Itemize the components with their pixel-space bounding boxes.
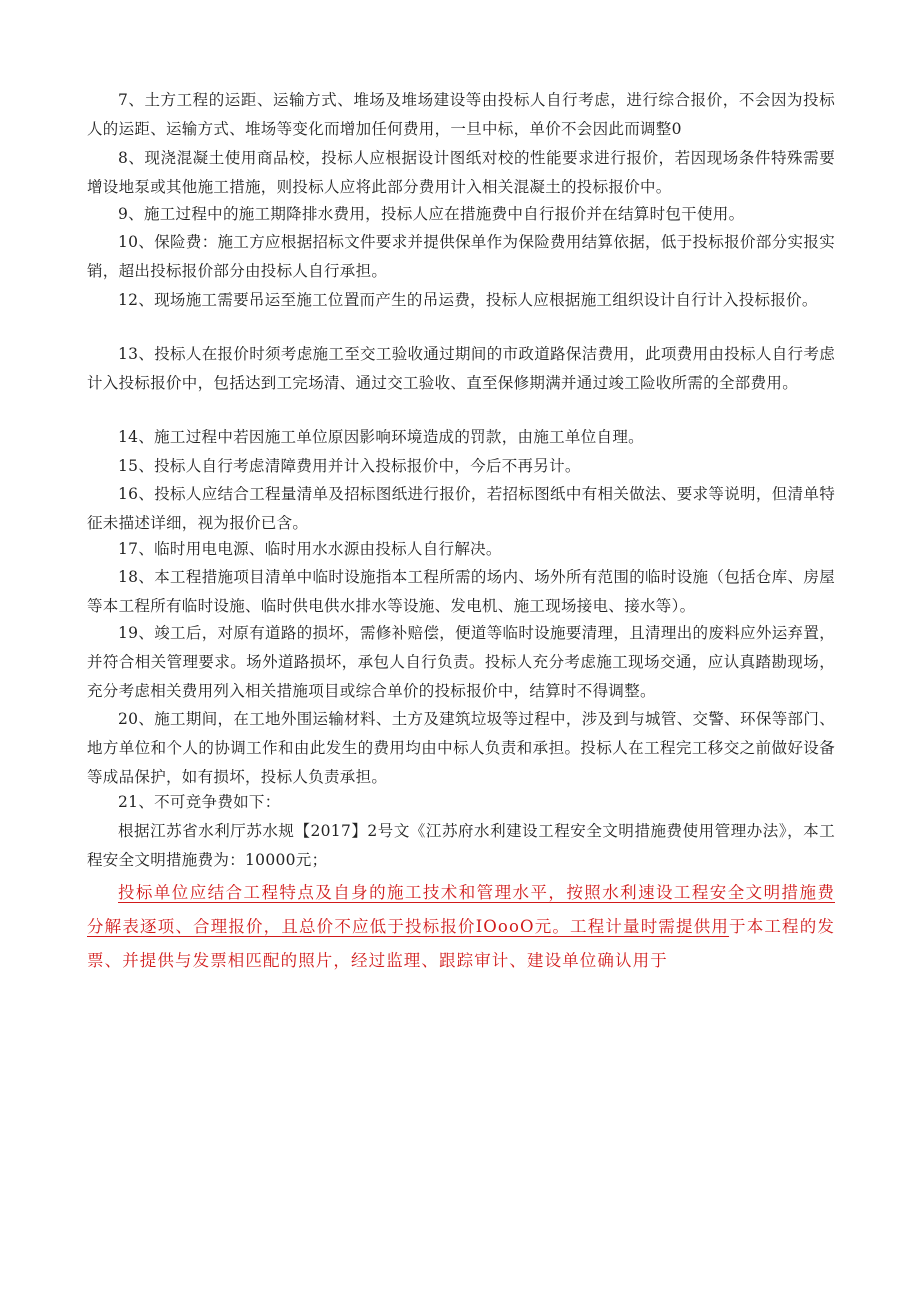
clause-21: 21、不可竞争费如下：: [118, 793, 281, 811]
clause-8: 8、现浇混凝土使用商品校，投标人应根据设计图纸对校的性能要求进行报价，若因现场条件特殊需要增设地泵或其他施工措施，则投标人应将此部分费用计入相关混凝土的投标报价中。: [87, 149, 835, 196]
clause-15: 15、投标人自行考虑清障费用并计入投标报价中，今后不再另计。: [118, 457, 581, 475]
red-underlined-text: 投标单位应结合工程特点及自身的施工技术和管理水平，按照水利速设工程安全文明措施费分解表逐项、合理报价，且总价不应低于投标报价IOooO元。工程计量时需提供用: [87, 883, 835, 936]
regulation-basis: 根据江苏省水利厅苏水规【2017】2号文《江苏府水利建设工程安全文明措施费使用管理办法》，本工程安全文明措施费为：10000元；: [87, 822, 835, 869]
clause-7: 7、土方工程的运距、运输方式、堆场及堆场建设等由投标人自行考虑，进行综合报价，不会因为投标人的运距、运输方式、堆场等变化而增加任何费用，一旦中标，单价不会因此而调整0: [87, 91, 835, 138]
clause-10: 10、保险费：施工方应根据招标文件要求并提供保单作为保险费用结算依据，低于投标报价部分实报实销，超出投标报价部分由投标人自行承担。: [87, 233, 835, 280]
clause-13: 13、投标人在报价时须考虑施工至交工验收通过期间的市政道路保洁费用，此项费用由投标人自行考虑计入投标报价中，包括达到工完场清、通过交工验收、直至保修期满并通过竣工险收所需的全部费用。: [87, 345, 835, 392]
clause-18: 18、本工程措施项目清单中临时设施指本工程所需的场内、场外所有范围的临时设施（包括仓库、房屋等本工程所有临时设施、临时供电供水排水等设施、发电机、施工现场接电、接水等）。: [87, 568, 835, 615]
clause-16: 16、投标人应结合工程量清单及招标图纸进行报价，若招标图纸中有相关做法、要求等说明，但清单特征未描述详细，视为报价已含。: [87, 485, 835, 532]
red-plain-text: 于本工程的发票、并提供与发票相匹配的照片，经过监理、跟踪审计、建设单位确认用于: [87, 917, 835, 970]
clause-19: 19、竣工后，对原有道路的损坏，需修补赔偿，便道等临时设施要清理，且清理出的废料应外运弃置，并符合相关管理要求。场外道路损坏，承包人自行负责。投标人充分考虑施工现场交通，应认真踏勘现场，充分考虑相关费用列入相关措施项目或综合单价的投标报价中，结算时不得调整。: [87, 624, 835, 700]
red-requirement-note: [87, 876, 835, 978]
clause-9: 9、施工过程中的施工期降排水费用，投标人应在措施费中自行报价并在结算时包干使用。: [118, 205, 745, 223]
clause-12: 12、现场施工需要吊运至施工位置而产生的吊运费，投标人应根据施工组织设计自行计入投标报价。: [118, 291, 818, 309]
clause-17: 17、临时用电电源、临时用水水源由投标人自行解决。: [118, 540, 502, 558]
clause-14: 14、施工过程中若因施工单位原因影响环境造成的罚款，由施工单位自理。: [118, 428, 644, 446]
clause-20: 20、施工期间，在工地外围运输材料、土方及建筑垃圾等过程中，涉及到与城管、交警、环保等部门、地方单位和个人的协调工作和由此发生的费用均由中标人负责和承担。投标人在工程完工移交之前做好设备等成品保护，如有损坏，投标人负责承担。: [87, 710, 835, 786]
